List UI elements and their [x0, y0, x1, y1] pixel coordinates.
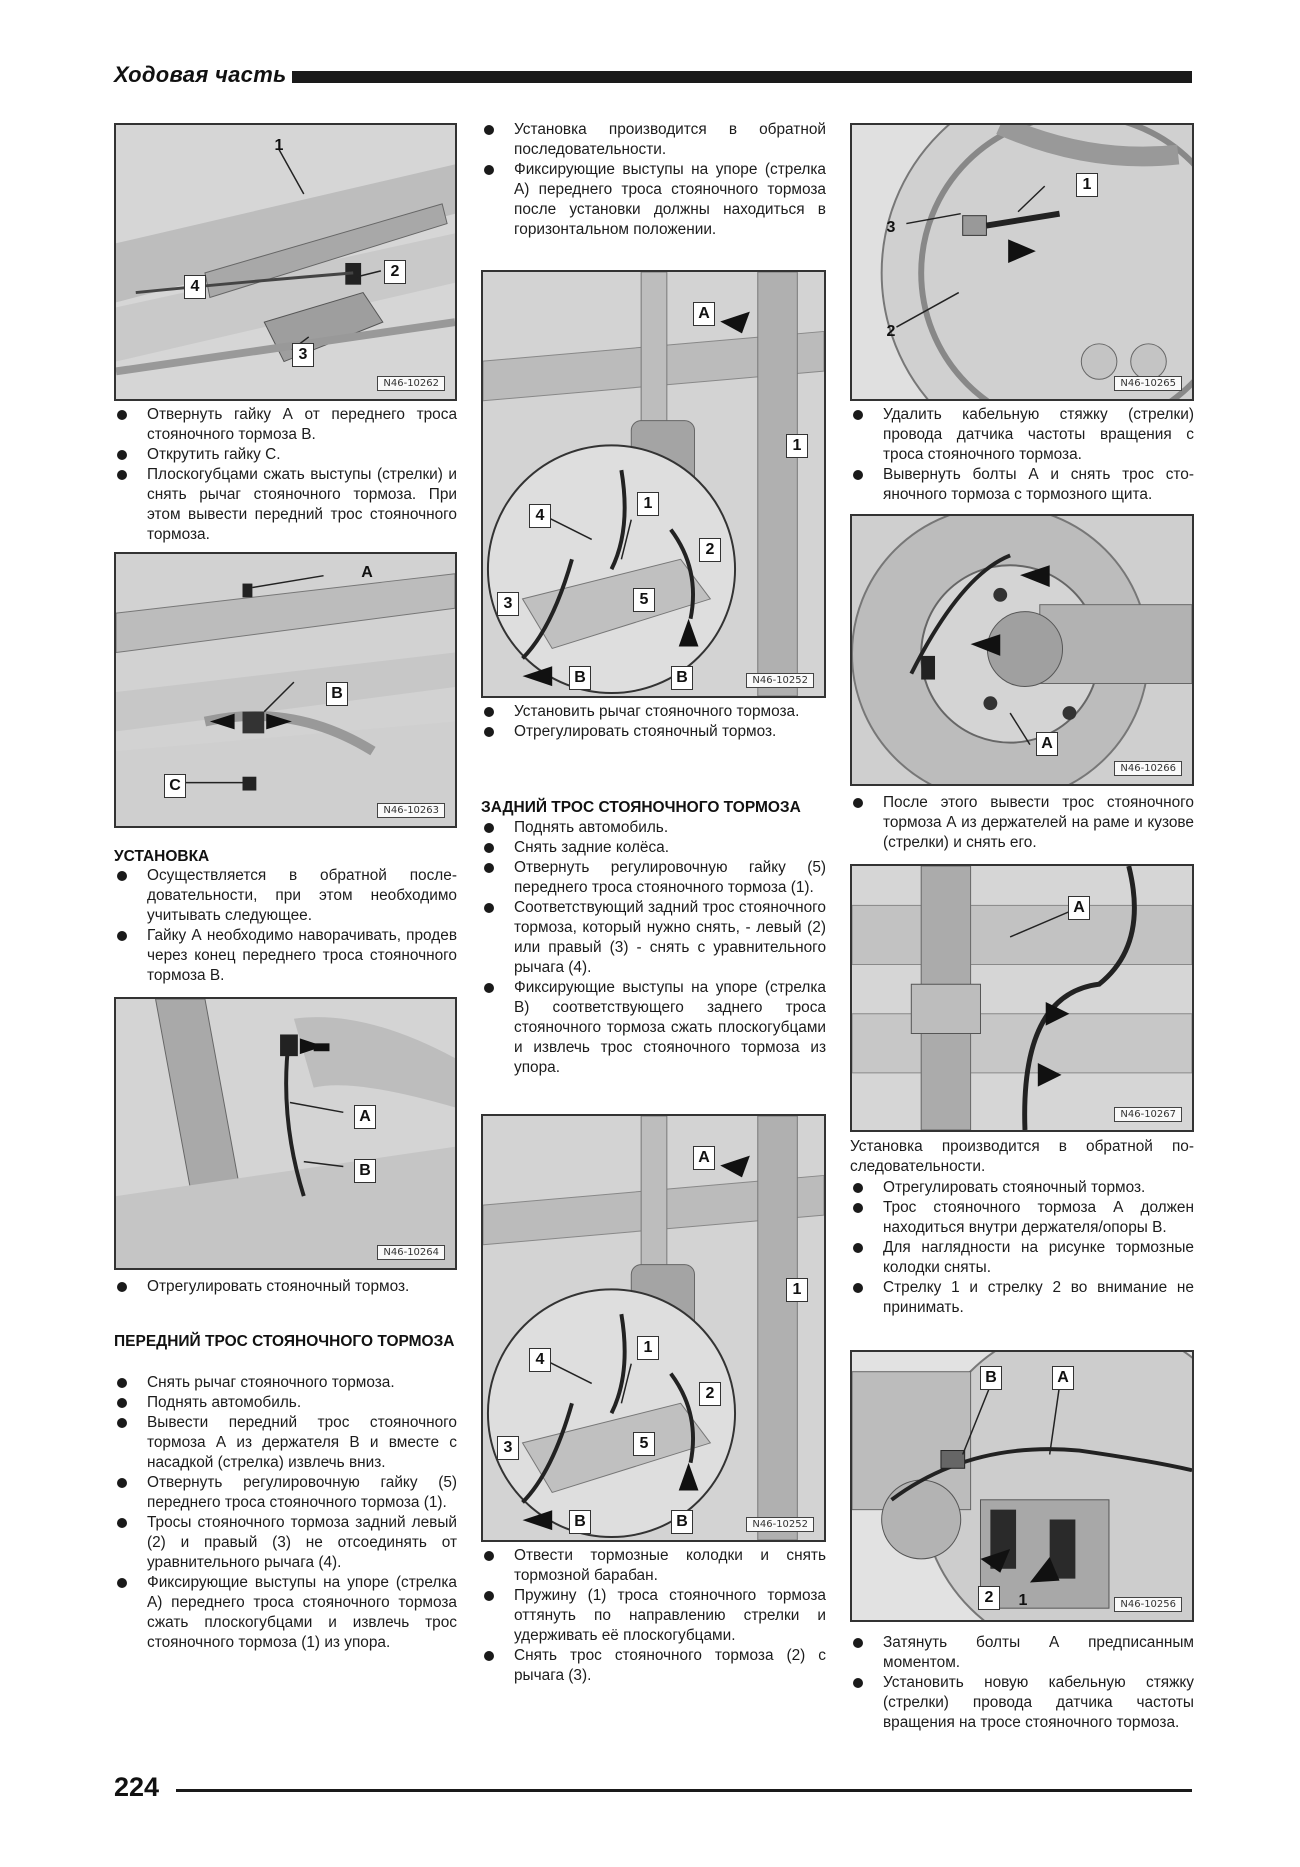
figure-callout: B [569, 666, 591, 690]
list-item: Пружину (1) троса стояночного тормоза оттянуть по направлению стрелки и удерживать её плоскогубцами. [481, 1586, 826, 1646]
list-item: Плоскогубцами сжать выступы (стрелки) и снять рычаг стояночного тормоза. При этом вывести передний трос стояночного тормоза. [114, 465, 457, 545]
figure-code: N46-10256 [1114, 1597, 1182, 1612]
list-item: Отвернуть регулировочную гайку (5) переднего троса стояночного тормоза (1). [114, 1473, 457, 1513]
figure-callout: 1 [274, 137, 284, 154]
col1-list1 [114, 405, 457, 545]
list-item: После этого вывести трос стояночного тормоза А из держателей на раме и кузове (стрелки) и снять его. [850, 793, 1194, 853]
list-item: Трос стояночного тормоза А должен находиться внутри держателя/опоры В. [850, 1198, 1194, 1238]
col3-list3 [850, 1178, 1194, 1318]
figure-callout: B [354, 1159, 376, 1183]
figure-callout: 5 [633, 1432, 655, 1456]
list-item: Отрегулировать стояночный тормоз. [850, 1178, 1194, 1198]
col3-list1 [850, 405, 1194, 505]
list-item: Отвести тормозные колодки и снять тормозной барабан. [481, 1546, 826, 1586]
figure-callout: 1 [1076, 173, 1098, 197]
figure-callout: B [671, 1510, 693, 1534]
list-item: Установить новую кабельную стяжку (стрелки) провода датчика частоты вращения на тросе стояночного тормоза. [850, 1673, 1194, 1733]
figure-callout: 3 [497, 592, 519, 616]
list-item: Гайку А необходимо наворачивать, продев через конец переднего троса стояночного тормоза В. [114, 926, 457, 986]
figure-n46-10252-a [481, 270, 826, 698]
page-footer [114, 1772, 1192, 1806]
figure-code: N46-10262 [377, 376, 445, 391]
section-title: Ходовая часть [114, 62, 287, 87]
col3-para-install [850, 1137, 1194, 1177]
list-item: Отвернуть гайку А от переднего троса стояночного тормоза В. [114, 405, 457, 445]
list-item: Вывести передний трос стояночного тормоза А из держателя В и вместе с насадкой (стрелка) извлечь вниз. [114, 1413, 457, 1473]
figure-callout: 3 [292, 343, 314, 367]
list-item: Снять рычаг стояночного тормоза. [114, 1373, 457, 1393]
list-item: Снять задние колёса. [481, 838, 826, 858]
figure-callout: 1 [786, 1278, 808, 1302]
figure-illustration [852, 516, 1192, 784]
col2-list3 [481, 818, 826, 1078]
figure-callout: 1 [637, 1336, 659, 1360]
list-item: Открутить гайку С. [114, 445, 457, 465]
figure-callout: 1 [1018, 1592, 1028, 1609]
figure-callout: 4 [184, 275, 206, 299]
page-header [114, 62, 1192, 92]
figure-illustration [852, 125, 1192, 399]
list-item: Для наглядности на рисунке тормозные колодки сняты. [850, 1238, 1194, 1278]
figure-code: N46-10266 [1114, 761, 1182, 776]
col1-list3 [114, 1277, 457, 1297]
heading-front-cable: ПЕРЕДНИЙ ТРОС СТОЯНОЧНОГО ТОРМОЗА [114, 1333, 455, 1350]
figure-callout: A [1052, 1366, 1074, 1390]
col1-list2 [114, 866, 457, 986]
header-rule [292, 71, 1192, 83]
list-item: Затянуть болты А предписанным моментом. [850, 1633, 1194, 1673]
figure-code: N46-10252 [746, 673, 814, 688]
figure-n46-10252-b [481, 1114, 826, 1542]
figure-n46-10267 [850, 864, 1194, 1132]
footer-rule [176, 1789, 1192, 1792]
list-item: Осуществляется в обратной последовательности, при этом необходимо учитывать следующее. [114, 866, 457, 926]
list-item: Тросы стояночного тормоза задний левый (2) и правый (3) не отсоединять от уравнительного рычага (4). [114, 1513, 457, 1573]
heading-rear-cable: ЗАДНИЙ ТРОС СТОЯНОЧНОГО ТОРМОЗА [481, 799, 801, 816]
figure-n46-10265 [850, 123, 1194, 401]
figure-n46-10266 [850, 514, 1194, 786]
heading-install: УСТАНОВКА [114, 848, 210, 865]
list-item: Установка производится в обратной последовательности. [481, 120, 826, 160]
figure-n46-10264 [114, 997, 457, 1270]
figure-callout: 3 [886, 219, 896, 236]
figure-illustration [116, 999, 455, 1268]
col3-list2 [850, 793, 1194, 853]
list-item: Соответствующий задний трос стояночного тормоза, который нужно снять, - левый (2) или правый (3) - снять с уравнительного рычага (4). [481, 898, 826, 978]
figure-callout: B [980, 1366, 1002, 1390]
figure-n46-10262 [114, 123, 457, 401]
figure-code: N46-10263 [377, 803, 445, 818]
figure-callout: C [164, 774, 186, 798]
list-item: Поднять автомобиль. [114, 1393, 457, 1413]
col3-list4 [850, 1633, 1194, 1733]
figure-callout: 4 [529, 1348, 551, 1372]
figure-callout: A [693, 1146, 715, 1170]
figure-callout: B [326, 682, 348, 706]
figure-callout: B [569, 1510, 591, 1534]
figure-illustration [852, 1352, 1192, 1620]
figure-code: N46-10265 [1114, 376, 1182, 391]
figure-callout: B [671, 666, 693, 690]
figure-callout: 2 [699, 1382, 721, 1406]
list-item: Отрегулировать стояночный тормоз. [481, 722, 826, 742]
figure-code: N46-10252 [746, 1517, 814, 1532]
figure-callout: A [354, 1105, 376, 1129]
figure-callout: 5 [633, 588, 655, 612]
col2-list1 [481, 120, 826, 240]
col1-list4 [114, 1373, 457, 1653]
figure-callout: 2 [699, 538, 721, 562]
figure-callout: 2 [384, 260, 406, 284]
list-item: Стрелку 1 и стрелку 2 во внимание не принимать. [850, 1278, 1194, 1318]
list-item: Снять трос стояночного тормоза (2) с рычага (3). [481, 1646, 826, 1686]
list-item: Отвернуть регулировочную гайку (5) переднего троса стояночного тормоза (1). [481, 858, 826, 898]
figure-callout: A [693, 302, 715, 326]
list-item: Отрегулировать стояночный тормоз. [114, 1277, 457, 1297]
page-number: 224 [114, 1772, 160, 1802]
list-item: Фиксирующие выступы на упоре (стрелка А) переднего троса стояночного тормоза сжать плоскогубцами и извлечь трос стояночного тормоза (1) из упора. [114, 1573, 457, 1653]
list-item: Фиксирующие выступы на упоре (стрелка А) переднего троса стояночного тормоза после установки должны находиться в горизонтальном положении. [481, 160, 826, 240]
figure-callout: A [1068, 896, 1090, 920]
list-item: Вывернуть болты А и снять трос стояночного тормоза с тормозного щита. [850, 465, 1194, 505]
figure-callout: 1 [786, 434, 808, 458]
list-item: Удалить кабельную стяжку (стрелки) провода датчика частоты вращения с троса стояночного тормоза. [850, 405, 1194, 465]
list-item: Поднять автомобиль. [481, 818, 826, 838]
figure-illustration [483, 1116, 824, 1540]
figure-callout: 2 [886, 323, 896, 340]
list-item: Установить рычаг стояночного тормоза. [481, 702, 826, 722]
figure-n46-10263 [114, 552, 457, 828]
figure-callout: 2 [978, 1586, 1000, 1610]
list-item: Фиксирующие выступы на упоре (стрелка В) соответствующего заднего троса стояночного тормоза сжать плоскогубцами и извлечь трос стояночного тормоза из упора. [481, 978, 826, 1078]
col2-list4 [481, 1546, 826, 1686]
figure-callout: 4 [529, 504, 551, 528]
figure-callout: A [1036, 732, 1058, 756]
figure-illustration [852, 866, 1192, 1130]
figure-code: N46-10264 [377, 1245, 445, 1260]
figure-callout: 1 [637, 492, 659, 516]
install-paragraph: Установка производится в обратной последовательности. [850, 1138, 1194, 1175]
figure-callout: A [361, 564, 373, 581]
figure-n46-10256 [850, 1350, 1194, 1622]
figure-illustration [483, 272, 824, 696]
figure-code: N46-10267 [1114, 1107, 1182, 1122]
col2-list2 [481, 702, 826, 742]
figure-callout: 3 [497, 1436, 519, 1460]
